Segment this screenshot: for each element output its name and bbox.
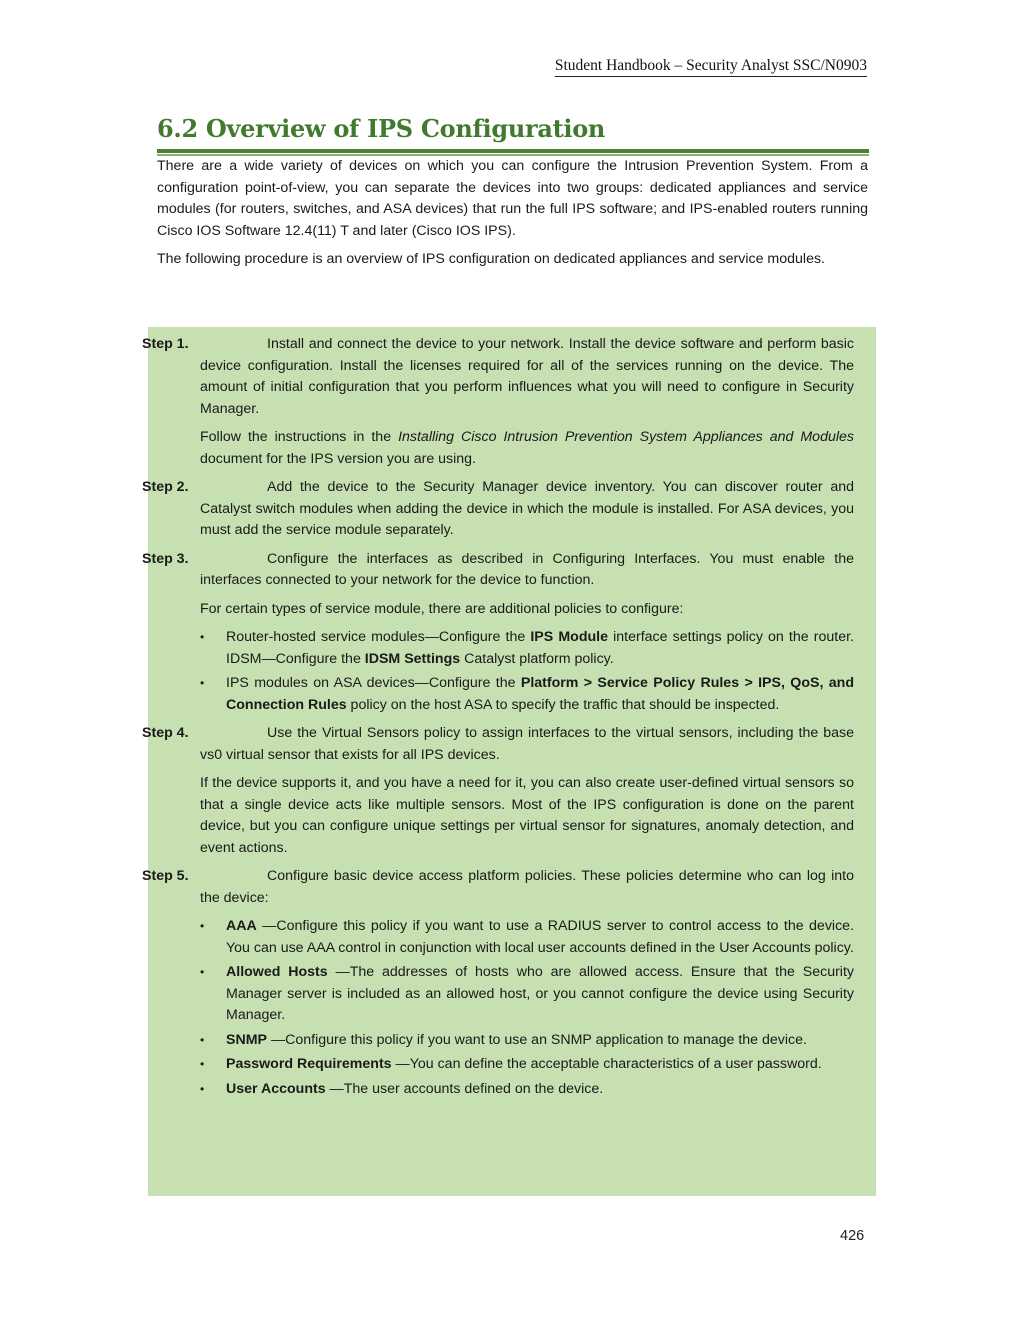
step-3-text: Configure the interfaces as described in Configuring Interfaces. You must enable the interfaces connected to your network for the device to function.	[200, 550, 854, 588]
list-item	[171, 1054, 854, 1076]
step-5-label: Step 5.	[142, 868, 189, 884]
step-4-label: Step 4.	[142, 725, 189, 741]
list-item	[171, 627, 854, 670]
step-1-follow-pre: Follow the instructions in the	[200, 429, 399, 445]
section-title: 6.2 Overview of IPS Configuration	[157, 114, 606, 143]
bullet-text: —You can define the acceptable characteristics of a user password.	[391, 1056, 822, 1072]
step-4-note: If the device supports it, and you have a need for it, you can also create user-defined virtual sensors so that a single device acts like multiple sensors. Most of the IPS configuration is done on the parent device, but you can configure unique settings per virtual sensor for signatures, anomaly detection, and event actions.	[200, 775, 854, 856]
bullet-icon: •	[200, 965, 205, 979]
bullet-text: policy on the host ASA to specify the traffic that should be inspected.	[346, 696, 780, 713]
step-4-text: Use the Virtual Sensors policy to assign interfaces to the virtual sensors, including the base vs0 virtual sensor that exists for all IPS devices.	[200, 725, 854, 763]
bullet-term: Password Requirements	[226, 1056, 392, 1072]
bullet-term: Platform > Service Policy Rules > IPS, QoS, and Connection Rules	[226, 675, 854, 713]
bullet-term: SNMP	[226, 1031, 267, 1048]
step-2	[142, 477, 854, 542]
bullet-icon: •	[200, 1057, 205, 1071]
bullet-icon: •	[200, 630, 205, 644]
intro-paragraph-1: There are a wide variety of devices on which you can configure the Intrusion Prevention System. From a configuration point-of-view, you can separate the devices into two groups: dedicated appliances and service modules (for routers, switches, and ASA devices) that run the full IPS software; and IPS-enabled routers running Cisco IOS Software 12.4(11) T and later (Cisco IOS IPS).	[157, 158, 868, 239]
step-1	[142, 334, 854, 420]
bullet-term: Allowed Hosts	[226, 964, 328, 980]
bullet-text: —The addresses of hosts who are allowed access. Ensure that the Security Manager server is included as an allowed host, or you cannot configure the device using Security Manager.	[226, 964, 854, 1023]
bullet-term: IDSM Settings	[364, 650, 461, 667]
step-2-label: Step 2.	[142, 479, 189, 495]
step-2-text: Add the device to the Security Manager device inventory. You can discover router and Catalyst switch modules when adding the device in which the module is installed. For ASA devices, you must add the service module separately.	[200, 479, 854, 538]
step-3-note: For certain types of service module, there are additional policies to configure:	[200, 600, 684, 617]
step-3	[142, 549, 854, 592]
step-3-bullets	[171, 627, 854, 716]
step-5	[142, 866, 854, 909]
title-rule-thick	[157, 149, 869, 153]
step-1-doc-title: Installing Cisco Intrusion Prevention System Appliances and Modules	[398, 429, 854, 445]
step-1-follow	[200, 427, 854, 470]
step-4	[142, 723, 854, 766]
intro-section	[157, 156, 868, 278]
running-header: Student Handbook – Security Analyst SSC/N0903	[555, 57, 867, 77]
bullet-icon: •	[200, 919, 205, 933]
bullet-icon: •	[200, 1032, 205, 1047]
step-5-text: Configure basic device access platform policies. These policies determine who can log into the device:	[200, 868, 854, 906]
page-number: 426	[840, 1228, 865, 1244]
bullet-text: interface settings policy on the router. IDSM—Configure the	[226, 629, 854, 667]
bullet-text: IPS modules on ASA devices—Configure the	[226, 675, 521, 691]
bullet-term: User Accounts	[226, 1080, 326, 1097]
bullet-text: Router-hosted service modules—Configure the	[226, 629, 531, 645]
step-5-bullets	[171, 916, 854, 1100]
bullet-text: Catalyst platform policy.	[460, 650, 614, 667]
step-3-label: Step 3.	[142, 550, 189, 567]
title-underline	[157, 149, 869, 156]
procedure-steps	[142, 334, 854, 1107]
intro-paragraph-2: The following procedure is an overview of IPS configuration on dedicated appliances and service modules.	[157, 251, 825, 267]
bullet-icon: •	[200, 1081, 205, 1096]
bullet-text: —The user accounts defined on the device.	[325, 1080, 604, 1097]
step-1-follow-post: document for the IPS version you are using.	[200, 450, 477, 467]
step-1-label: Step 1.	[142, 336, 189, 352]
list-item	[171, 673, 854, 716]
bullet-term: AAA	[226, 918, 257, 934]
bullet-term: IPS Module	[530, 629, 608, 645]
list-item	[171, 962, 854, 1027]
bullet-icon: •	[200, 676, 205, 690]
bullet-text: —Configure this policy if you want to use an SNMP application to manage the device.	[267, 1031, 807, 1048]
list-item	[171, 916, 854, 959]
step-1-text: Install and connect the device to your network. Install the device software and perform basic device configuration. Install the licenses required for all of the services running on the device. The amount of initial configuration that you perform influences what you will need to configure in Security Manager.	[200, 336, 854, 417]
bullet-text: —Configure this policy if you want to use a RADIUS server to control access to the device. You can use AAA control in conjunction with local user accounts defined in the User Accounts policy.	[226, 918, 854, 956]
list-item	[171, 1079, 854, 1101]
list-item	[171, 1030, 854, 1052]
